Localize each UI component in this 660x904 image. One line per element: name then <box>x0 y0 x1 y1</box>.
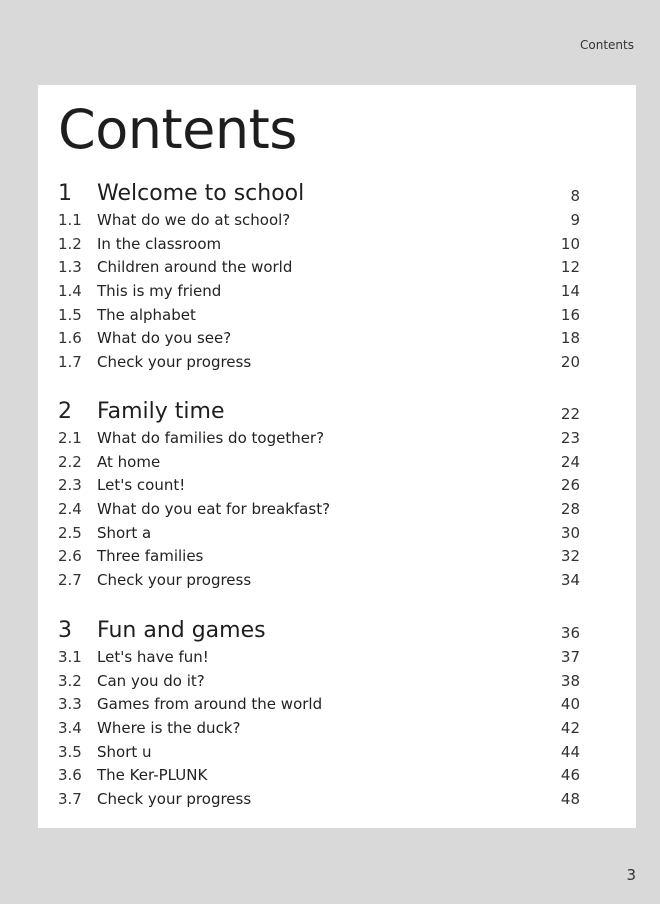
lesson-row[interactable] <box>38 233 636 257</box>
lesson-row[interactable] <box>38 569 636 593</box>
unit-page-number: 8 <box>570 187 580 205</box>
unit-number: 2 <box>58 399 72 424</box>
lesson-page-number: 14 <box>560 282 580 301</box>
lesson-page-number: 30 <box>560 523 580 542</box>
unit-page-number: 36 <box>560 624 580 642</box>
unit-number: 3 <box>58 618 72 643</box>
lesson-number: 3.6 <box>58 766 82 785</box>
lesson-page-number: 37 <box>560 648 580 666</box>
lesson-title: Let's count! <box>97 476 186 495</box>
lesson-row[interactable] <box>38 256 636 280</box>
lesson-title: Three families <box>97 547 204 566</box>
lesson-title: Let's have fun! <box>97 648 209 666</box>
lesson-page-number: 46 <box>560 766 580 785</box>
unit-heading-row[interactable] <box>38 397 636 427</box>
unit-heading-row[interactable] <box>38 179 636 209</box>
lesson-page-number: 42 <box>560 719 580 738</box>
lesson-number: 2.1 <box>58 429 82 447</box>
lesson-title: Children around the world <box>97 258 293 277</box>
lesson-row[interactable] <box>38 522 636 546</box>
lesson-page-number: 24 <box>560 452 580 471</box>
lesson-row[interactable] <box>38 670 636 694</box>
lesson-row[interactable] <box>38 474 636 498</box>
unit-section <box>38 397 636 593</box>
lesson-title: Check your progress <box>97 353 252 372</box>
lesson-page-number: 9 <box>570 211 580 229</box>
lesson-number: 1.1 <box>58 211 82 229</box>
lesson-number: 1.3 <box>58 258 82 277</box>
lesson-number: 1.4 <box>58 282 82 301</box>
unit-title: Family time <box>97 399 225 424</box>
lesson-title: Can you do it? <box>97 671 205 690</box>
lesson-row[interactable] <box>38 427 636 451</box>
lesson-page-number: 18 <box>560 329 580 348</box>
lesson-row[interactable] <box>38 280 636 304</box>
lesson-number: 2.3 <box>58 476 82 495</box>
lesson-title: What do families do together? <box>97 429 325 447</box>
lesson-title: Short u <box>97 742 152 761</box>
lesson-page-number: 32 <box>560 547 580 566</box>
lesson-number: 3.5 <box>58 742 82 761</box>
lesson-row[interactable] <box>38 498 636 522</box>
lesson-number: 2.7 <box>58 571 82 590</box>
lesson-row[interactable] <box>38 788 636 812</box>
lesson-number: 3.3 <box>58 695 82 714</box>
lesson-row[interactable] <box>38 209 636 233</box>
lesson-row[interactable] <box>38 451 636 475</box>
lesson-title: What do you see? <box>97 329 232 348</box>
lesson-number: 1.5 <box>58 305 82 324</box>
lesson-row[interactable] <box>38 764 636 788</box>
unit-page-number: 22 <box>560 405 580 423</box>
lesson-title: Games from around the world <box>97 695 323 714</box>
lesson-number: 3.4 <box>58 719 82 738</box>
lesson-row[interactable] <box>38 693 636 717</box>
lesson-number: 1.6 <box>58 329 82 348</box>
lesson-page-number: 28 <box>560 500 580 519</box>
lesson-row[interactable] <box>38 717 636 741</box>
lesson-title: This is my friend <box>97 282 222 301</box>
lesson-page-number: 26 <box>560 476 580 495</box>
lesson-number: 2.6 <box>58 547 82 566</box>
lesson-page-number: 38 <box>560 671 580 690</box>
lesson-row[interactable] <box>38 304 636 328</box>
page-number-footer: 3 <box>626 866 636 884</box>
unit-number: 1 <box>58 181 72 206</box>
lesson-number: 2.2 <box>58 452 82 471</box>
lesson-row[interactable] <box>38 351 636 375</box>
lesson-title: In the classroom <box>97 234 222 253</box>
unit-section <box>38 616 636 812</box>
page-title: Contents <box>58 98 297 161</box>
lesson-number: 1.2 <box>58 234 82 253</box>
lesson-page-number: 23 <box>560 429 580 447</box>
lesson-page-number: 44 <box>560 742 580 761</box>
lesson-title: Short a <box>97 523 152 542</box>
lesson-title: Check your progress <box>97 571 252 590</box>
lesson-title: What do we do at school? <box>97 211 291 229</box>
lesson-title: At home <box>97 452 161 471</box>
lesson-title: What do you eat for breakfast? <box>97 500 331 519</box>
lesson-number: 3.1 <box>58 648 82 666</box>
lesson-row[interactable] <box>38 741 636 765</box>
lesson-row[interactable] <box>38 327 636 351</box>
lesson-title: The Ker-PLUNK <box>97 766 208 785</box>
lesson-title: Where is the duck? <box>97 719 241 738</box>
lesson-title: Check your progress <box>97 790 252 809</box>
lesson-number: 3.2 <box>58 671 82 690</box>
lesson-number: 3.7 <box>58 790 82 809</box>
contents-panel <box>38 85 636 828</box>
lesson-number: 1.7 <box>58 353 82 372</box>
lesson-page-number: 10 <box>560 234 580 253</box>
lesson-page-number: 34 <box>560 571 580 590</box>
lesson-page-number: 12 <box>560 258 580 277</box>
unit-title: Welcome to school <box>97 181 305 206</box>
lesson-title: The alphabet <box>97 305 196 324</box>
unit-section <box>38 179 636 375</box>
lesson-page-number: 48 <box>560 790 580 809</box>
running-head: Contents <box>580 38 634 52</box>
lesson-row[interactable] <box>38 646 636 670</box>
lesson-page-number: 16 <box>560 305 580 324</box>
unit-title: Fun and games <box>97 618 266 643</box>
lesson-row[interactable] <box>38 545 636 569</box>
unit-heading-row[interactable] <box>38 616 636 646</box>
lesson-page-number: 20 <box>560 353 580 372</box>
lesson-number: 2.5 <box>58 523 82 542</box>
lesson-number: 2.4 <box>58 500 82 519</box>
lesson-page-number: 40 <box>560 695 580 714</box>
